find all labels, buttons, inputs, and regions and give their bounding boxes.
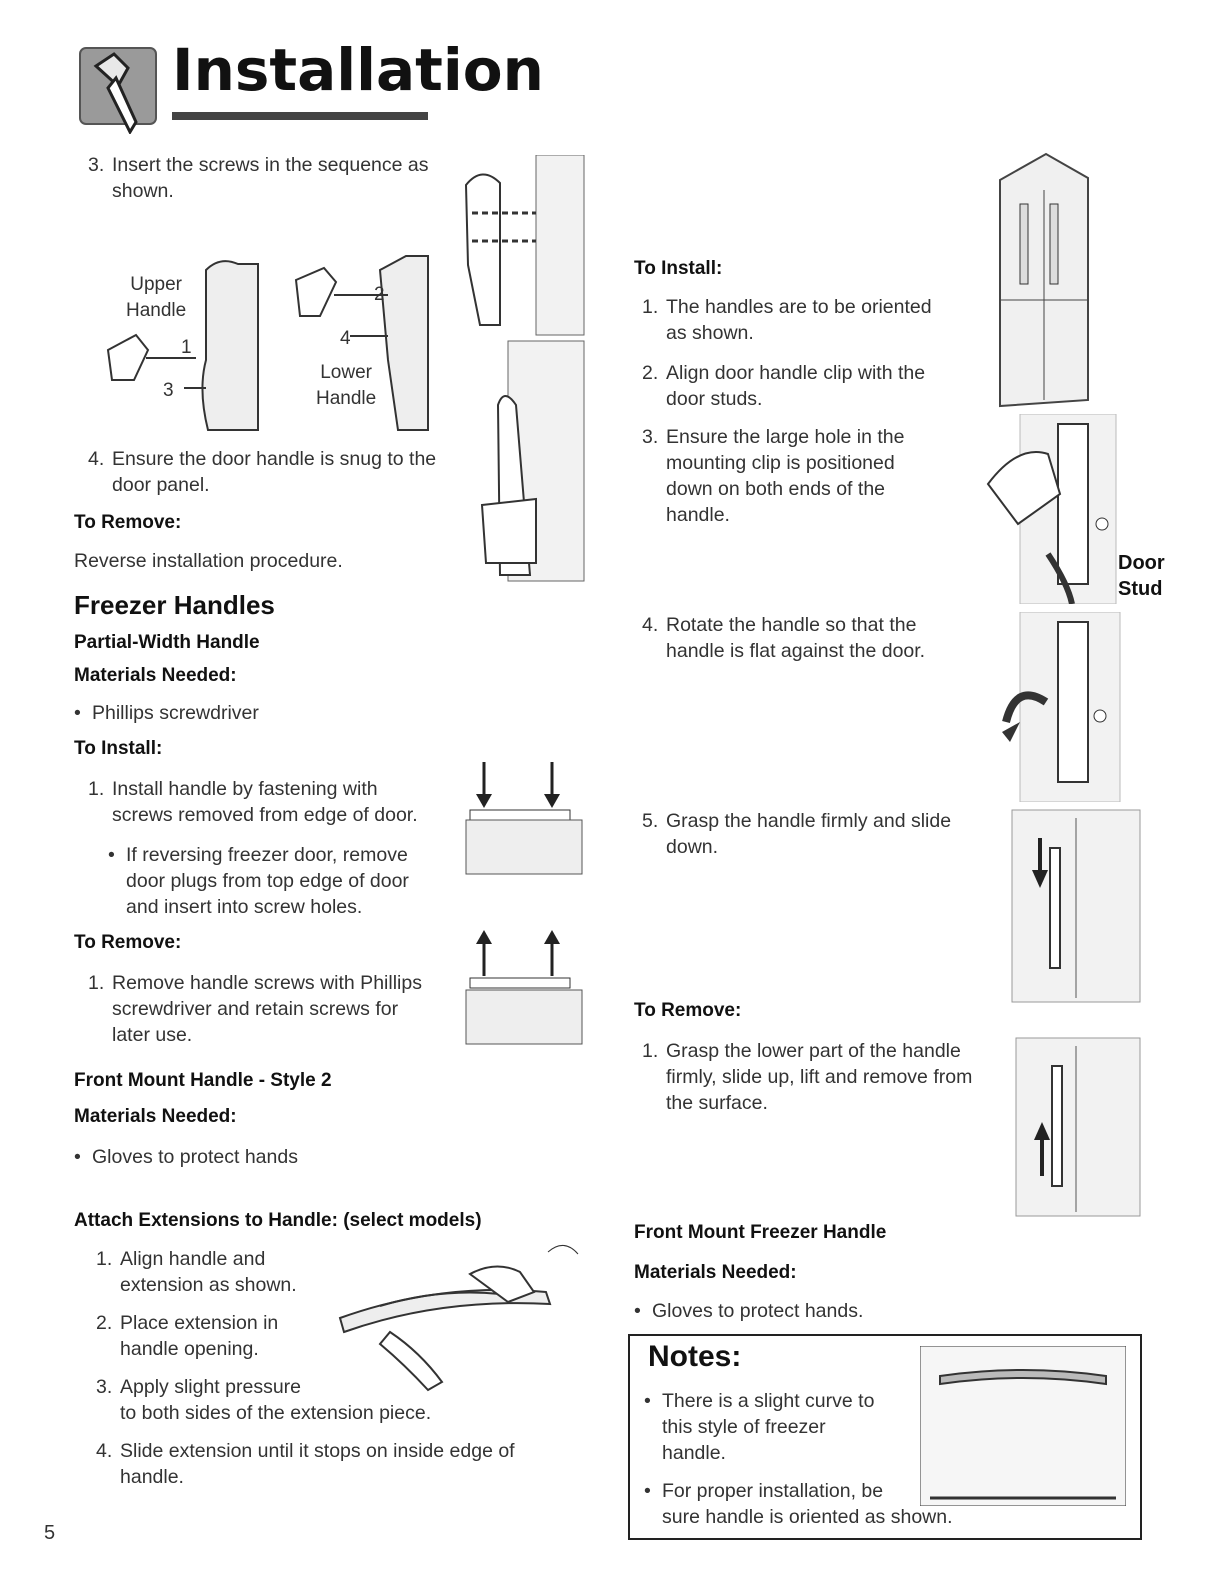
upper-handle-label: Upper Handle (126, 274, 187, 321)
install-screws-figure (462, 758, 586, 876)
header-logo (78, 44, 158, 124)
door-stud-figure (978, 414, 1134, 604)
screwdriver-icon (78, 44, 158, 134)
attach-step-2: 2. Place extension in handle opening. (96, 1312, 279, 1360)
lower-handle-label: Lower Handle (316, 362, 377, 409)
front-freezer-title: Front Mount Freezer Handle (634, 1222, 887, 1243)
materials-item-2: • Gloves to protect hands (74, 1146, 298, 1168)
step-4: 4. Ensure the door handle is snug to the door panel. (88, 448, 437, 496)
screw-sequence-figure (88, 240, 468, 440)
attach-extensions-title: Attach Extensions to Handle: (select models) (74, 1210, 482, 1231)
materials-heading-right: Materials Needed: (634, 1262, 797, 1283)
door-handle-side-figure (452, 155, 586, 583)
screw-2-label: 2 (374, 284, 385, 305)
freezer-handle-figure (920, 1346, 1126, 1506)
page-title: Installation (172, 36, 544, 104)
front-mount-style2-title: Front Mount Handle - Style 2 (74, 1070, 332, 1091)
to-install-heading-right: To Install: (634, 258, 723, 279)
extension-figure (320, 1232, 580, 1402)
attach-step-4: 4. Slide extension until it stops on inside edge of handle. (96, 1440, 515, 1488)
fridge-figure (986, 150, 1096, 412)
notes-item-1: • There is a slight curve to this style of freezer handle. (644, 1390, 875, 1464)
to-remove-heading-2: To Remove: (74, 932, 182, 953)
right-remove-step-1: 1. Grasp the lower part of the handle firmly, slide up, lift and remove from the surface. (642, 1040, 973, 1114)
freezer-handles-title: Freezer Handles (74, 590, 275, 620)
screw-1-label: 1 (181, 337, 192, 358)
screw-3-label: 3 (163, 380, 174, 401)
right-step-2: 2. Align door handle clip with the door studs. (642, 362, 926, 410)
rotate-handle-figure (986, 612, 1136, 802)
attach-step-3: 3. Apply slight pressure to both sides of the extension piece. (96, 1376, 432, 1424)
materials-item-1: • Phillips screwdriver (74, 702, 259, 724)
notes-title: Notes: (648, 1340, 742, 1373)
to-remove-heading-right: To Remove: (634, 1000, 742, 1021)
title-underline (172, 112, 428, 120)
right-step-5: 5. Grasp the handle firmly and slide down. (642, 810, 952, 858)
partial-width-title: Partial-Width Handle (74, 632, 260, 653)
remove-screws-figure (462, 928, 586, 1046)
screw-4-label: 4 (340, 328, 351, 349)
attach-step-1: 1. Align handle and extension as shown. (96, 1248, 297, 1296)
right-step-4: 4. Rotate the handle so that the handle is flat against the door. (642, 614, 926, 662)
notes-box (628, 1334, 1142, 1540)
notes-item-2: • For proper installation, be sure handle is oriented as shown. (644, 1480, 953, 1528)
door-stud-label: Door Stud (1118, 552, 1165, 600)
reverse-procedure-text: Reverse installation procedure. (74, 550, 343, 572)
page-number: 5 (44, 1522, 56, 1544)
install-step-1: 1. Install handle by fastening with screws removed from edge of door. (88, 778, 418, 826)
right-step-1: 1. The handles are to be oriented as shown. (642, 296, 932, 344)
remove-step-1-left: 1. Remove handle screws with Phillips screwdriver and retain screws for later use. (88, 972, 422, 1046)
install-sub-bullet: • If reversing freezer door, remove door plugs from top edge of door and insert into screw holes. (108, 844, 409, 918)
right-step-3: 3. Ensure the large hole in the mounting clip is positioned down on both ends of the handle. (642, 426, 905, 526)
to-remove-heading-1: To Remove: (74, 512, 182, 533)
materials-heading-2: Materials Needed: (74, 1106, 237, 1127)
slide-down-figure (1010, 808, 1144, 1004)
step-3: 3. Insert the screws in the sequence as shown. (88, 154, 429, 202)
slide-up-figure (1014, 1036, 1144, 1218)
materials-heading-1: Materials Needed: (74, 665, 237, 686)
to-install-heading-left: To Install: (74, 738, 163, 759)
materials-item-right: • Gloves to protect hands. (634, 1300, 864, 1322)
